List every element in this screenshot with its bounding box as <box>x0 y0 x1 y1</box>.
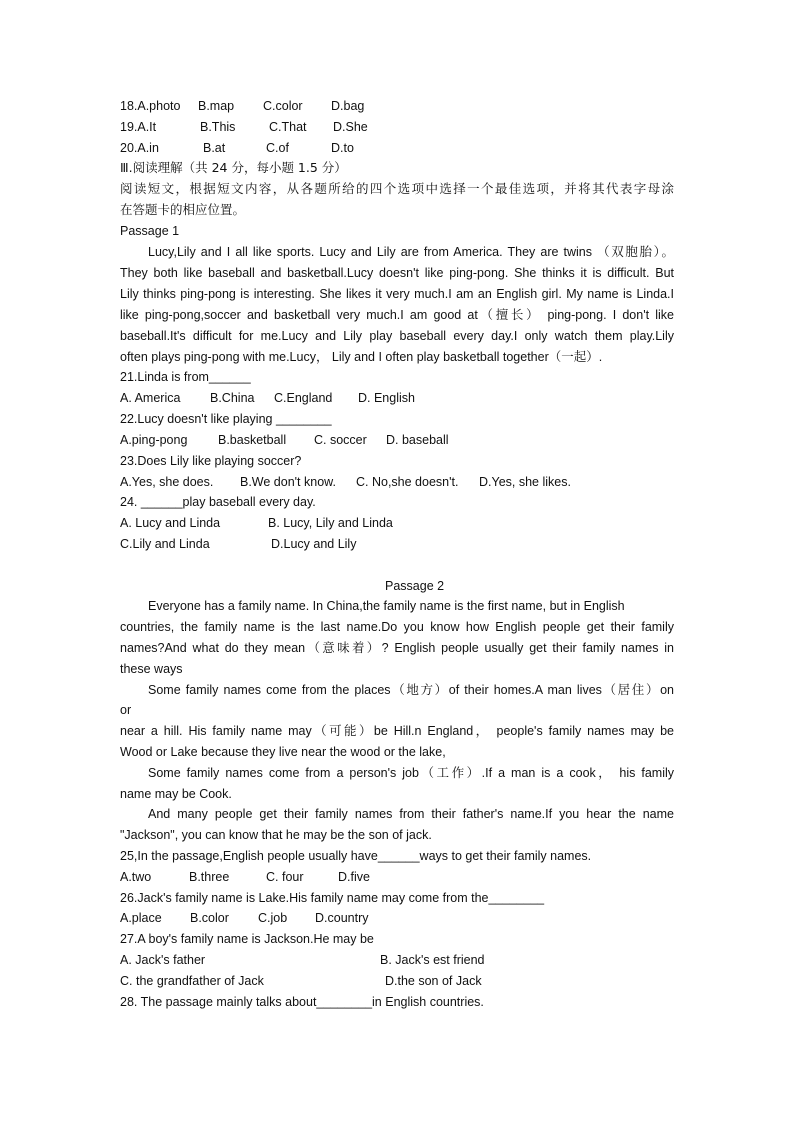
q19-option-a: 19.A.It <box>120 120 157 134</box>
section-instruction-line-2: 在答题卡的相应位置。 <box>120 202 246 217</box>
q23-option-d: D.Yes, she likes. <box>479 475 571 489</box>
q20-option-a: 20.A.in <box>120 141 159 155</box>
q21-option-d: D. English <box>358 391 415 405</box>
q22-option-d: D. baseball <box>386 433 449 447</box>
q27-option-a: A. Jack's father <box>120 953 206 967</box>
q21-option-b: B.China <box>210 391 255 405</box>
q23-option-a: A.Yes, she does. <box>120 475 214 489</box>
passage-1-line: often plays ping-pong with me.Lucy， Lily and I often play basketball together（一起）. <box>120 350 603 364</box>
q23-option-b: B.We don't know. <box>240 475 336 489</box>
q20-option-b: B.at <box>203 141 226 155</box>
passage-2-line: names?And what do they mean（意味着）? English people usually get their family names in <box>120 641 674 655</box>
q21-stem: 21.Linda is from______ <box>120 370 251 384</box>
q28-stem: 28. The passage mainly talks about________in English countries. <box>120 995 484 1009</box>
q26-stem: 26.Jack's family name is Lake.His family name may come from the________ <box>120 891 545 905</box>
q24-option-b: B. Lucy, Lily and Linda <box>268 516 393 530</box>
passage-2-line: name may be Cook. <box>120 787 232 801</box>
q26-option-a: A.place <box>120 911 162 925</box>
q26-option-b: B.color <box>190 911 229 925</box>
q26-option-c: C.job <box>258 911 288 925</box>
q19-option-b: B.This <box>200 120 236 134</box>
q22-option-b: B.basketball <box>218 433 287 447</box>
q24-option-c: C.Lily and Linda <box>120 537 210 551</box>
passage-1-line: Lily thinks ping-pong is interesting. She likes it very much.I am an English girl. My name is Linda.I <box>120 287 674 301</box>
q25-option-d: D.five <box>338 870 370 884</box>
passage-2-line: Wood or Lake because they live near the wood or the lake, <box>120 745 446 759</box>
q20-option-c: C.of <box>266 141 289 155</box>
passage-2-line: "Jackson", you can know that he may be the son of jack. <box>120 828 432 842</box>
q18-option-d: D.bag <box>331 99 365 113</box>
q25-stem: 25,In the passage,English people usually have______ways to get their family names. <box>120 849 592 863</box>
q25-option-b: B.three <box>189 870 230 884</box>
q27-stem: 27.A boy's family name is Jackson.He may be <box>120 932 374 946</box>
passage-2-line: And many people get their family names from their father's name.If you hear the name <box>148 807 674 821</box>
q19-option-c: C.That <box>269 120 307 134</box>
q24-option-a: A. Lucy and Linda <box>120 516 221 530</box>
q25-option-c: C. four <box>266 870 304 884</box>
q25-option-a: A.two <box>120 870 152 884</box>
passage-2-line: Some family names come from the places（地方）of their homes.A man lives（居住）on <box>148 683 674 697</box>
passage-2-line: these ways <box>120 662 183 676</box>
q18-option-a: 18.A.photo <box>120 99 181 113</box>
q21-option-c: C.England <box>274 391 333 405</box>
q27-option-d: D.the son of Jack <box>385 974 482 988</box>
q20-option-d: D.to <box>331 141 354 155</box>
q18-option-c: C.color <box>263 99 303 113</box>
section-heading: Ⅲ.阅读理解（共 24 分，每小题 1.5 分） <box>120 160 347 175</box>
passage-1-line: They both like baseball and basketball.Lucy doesn't like ping-pong. She thinks it is difficult. But <box>120 266 674 280</box>
passage-1-title: Passage 1 <box>120 224 180 238</box>
passage-2-line: or <box>120 703 132 717</box>
q24-stem: 24. ______play baseball every day. <box>120 495 316 509</box>
passage-1-line: baseball.It's difficult for me.Lucy and Lily play baseball every day.I only watch them play.Lily <box>120 329 674 343</box>
passage-2-line: countries, the family name is the last name.Do you know how English people get their family <box>120 620 674 634</box>
q24-option-d: D.Lucy and Lily <box>271 537 357 551</box>
q23-option-c: C. No,she doesn't. <box>356 475 459 489</box>
passage-2-title: Passage 2 <box>385 579 445 593</box>
q23-stem: 23.Does Lily like playing soccer? <box>120 454 302 468</box>
q21-option-a: A. America <box>120 391 181 405</box>
q26-option-d: D.country <box>315 911 369 925</box>
passage-2-line: Everyone has a family name. In China,the family name is the first name, but in English <box>148 599 625 613</box>
passage-2-line: Some family names come from a person's job（工作）.If a man is a cook， his family <box>148 766 674 780</box>
passage-2-line: near a hill. His family name may（可能）be Hill.n England， people's family names may be <box>120 724 674 738</box>
q18-option-b: B.map <box>198 99 235 113</box>
q19-option-d: D.She <box>333 120 368 134</box>
section-instruction-line-1: 阅读短文，根据短文内容，从各题所给的四个选项中选择一个最佳选项，并将其代表字母涂 <box>120 181 674 196</box>
q22-stem: 22.Lucy doesn't like playing ________ <box>120 412 332 426</box>
q27-option-b: B. Jack's est friend <box>380 953 485 967</box>
q22-option-a: A.ping-pong <box>120 433 188 447</box>
q27-option-c: C. the grandfather of Jack <box>120 974 264 988</box>
q22-option-c: C. soccer <box>314 433 367 447</box>
passage-1-line: Lucy,Lily and I all like sports. Lucy and Lily are from America. They are twins （双胞胎）。 <box>148 245 674 259</box>
passage-1-line: like ping-pong,soccer and basketball very much.I am good at（擅长） ping-pong. I don't like <box>120 308 674 322</box>
